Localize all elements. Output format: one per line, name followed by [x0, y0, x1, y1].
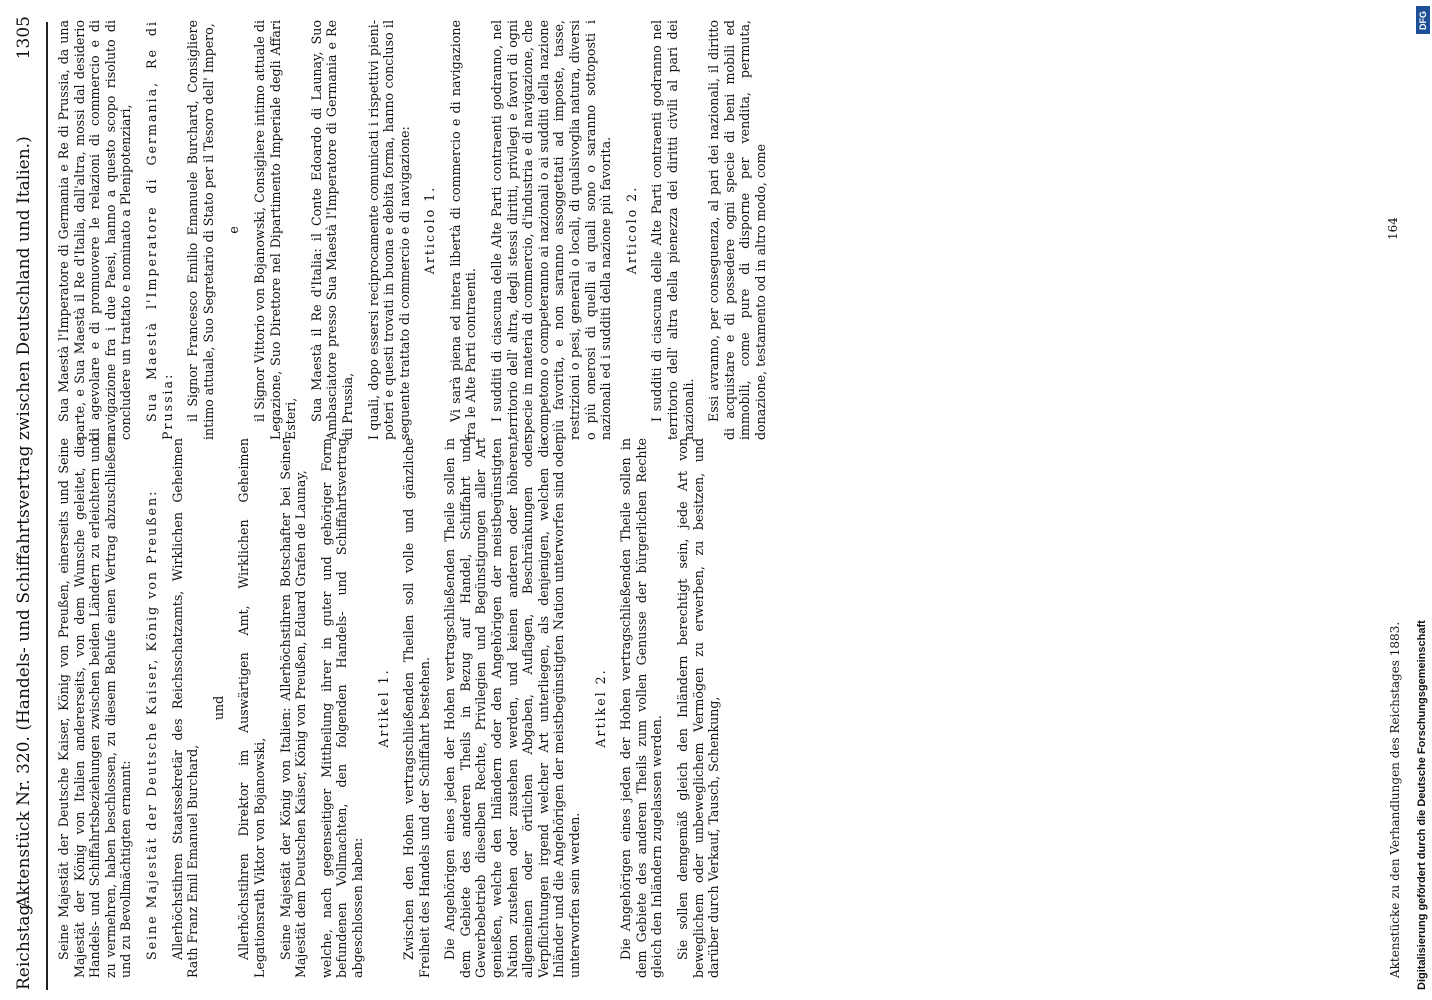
- paragraph: Seine Majestät der Deutsche Kaiser, König von Preußen, einerseits und Seine Majestät der König von Italien andererseits, von dem Wunsche geleitet, die Handels- und Schiffahrtsbeziehungen zwischen beiden Ländern zu erleichtern und zu vermehren, haben beschlossen, zu diesem Behufe einen Vertrag abzuschließen und zu Bevollmächtigten ernannt:: [56, 438, 134, 978]
- header-title: Aktenstück Nr. 320. (Handels- und Schiffahrtsvertrag zwischen Deutschland und Italien.): [14, 136, 34, 908]
- page-number: 1305: [14, 16, 34, 60]
- paragraph: Sua Maestà l'Imperatore di Germania, Re di Prussia:: [143, 20, 175, 440]
- paragraph: I sudditi di ciascuna delle Alte Parti contraenti godranno nel territorio dell' altra della pienezza dei diritti civili al pari dei nazionali.: [649, 20, 696, 440]
- signature-number: 164: [1386, 217, 1400, 240]
- paragraph: I sudditi di ciascuna delle Alte Parti contraenti godranno, nel territorio dell' altra, degli stessi diritti, privilegi e favori di ogni specie in materia di commercio, d'industria e di navigazione, che competono o competeranno ai nazionali o ai sudditi della nazione più favorita, e non saranno assoggettati ad imposte, tasse, restrizioni o pesi, generali o locali, di qualsivoglia natura, diversi o più onerosi di quelli ai quali sono o saranno sottoposti i nazionali ed i sudditi della nazione più favorita.: [489, 20, 614, 440]
- paragraph: il Signor Francesco Emilio Emanuele Burchard, Consigliere intimo attuale, Suo Segretario di Stato per il Tesoro dell' Impero,: [185, 20, 216, 440]
- article-heading: Articolo 1.: [422, 185, 438, 275]
- dfg-logo-text: DFG: [1418, 11, 1428, 30]
- header-left: Reichstag.: [14, 899, 34, 990]
- paragraph: Essi avranno, per conseguenza, al pari dei nazionali, il diritto di acquistare e di possedere ogni specie di beni mobili ed immobili, come pure di disporne per vendita, permuta, donazione, testamento od in altro modo, come: [706, 20, 768, 440]
- dfg-logo: [1416, 6, 1430, 34]
- article-heading: Artikel 1.: [375, 668, 391, 748]
- paragraph: Zwischen den Hohen vertragschließenden Theilen soll volle und gänzliche Freiheit des Handels und der Schiffahrt bestehen.: [401, 438, 432, 978]
- page-header: [8, 0, 42, 1000]
- paragraph: Allerhöchstihren Staatssekretär des Reichsschatzamts, Wirklichen Geheimen Rath Franz Emil Emanuel Burchard,: [169, 438, 201, 978]
- paragraph: Seine Majestät der König von Italien: Allerhöchstihren Botschafter bei Seiner Majestät dem Deutschen Kaiser, König von Preußen, Eduard Grafen de Launay,: [277, 438, 309, 978]
- italian-column: [56, 20, 779, 440]
- paragraph: I quali, dopo essersi reciprocamente comunicati i rispettivi pieni-poteri e questi trovati in buona e debita forma, hanno concluso il seguente trattato di commercio e di navigazione:: [365, 20, 412, 440]
- paragraph: il Signor Vittorio von Bojanowski, Consigliere intimo attuale di Legazione, Suo Direttore nel Dipartimento Imperiale degli Affari Esteri,: [251, 20, 299, 440]
- article-heading: Articolo 2.: [623, 185, 639, 275]
- paragraph: Die Angehörigen eines jeden der Hohen vertragschließenden Theile sollen in dem Gebiete des anderen Theils in Bezug auf Handel, Schiffahrt und Gewerbebetrieb dieselben Rechte, Privilegien und Begünstigungen aller Art genießen, welche den Inländern oder den Angehörigen der meistbegünstigten Nation zustehen oder zustehen werden, und keinen anderen oder höheren, allgemeinen oder örtlichen Abgaben, Auflagen, Beschränkungen oder Verpflichtungen irgend welcher Art unterliegen, als denjenigen, welchen die Inländer und die Angehörigen der meistbegünstigten Nation unterworfen sind oder unterworfen sein werden.: [442, 438, 583, 978]
- paragraph: Die Angehörigen eines jeden der Hohen vertragschließenden Theile sollen in dem Gebiete des anderen Theils zum vollen Genusse der bürgerlichen Rechte gleich den Inländern zugelassen werden.: [618, 438, 665, 978]
- conjunction: e: [226, 226, 242, 234]
- paragraph: welche, nach gegenseitiger Mittheilung ihrer in guter und gehöriger Form befundenen Vollmachten, den folgenden Handels- und Schiffahrtsvertrag abgeschlossen haben:: [318, 438, 365, 978]
- header-rule: [46, 22, 48, 990]
- paragraph: Sua Maestà l'Imperatore di Germania e Re di Prussia, da una parte, e Sua Maestà il Re d'Italia, dall'altra, mossi dal desiderio di agevolare e di promuovere le relazioni di commercio e di navigazione fra i due Paesi, hanno a questo scopo risoluto di concludere un trattato e nominato a Plenipotenziari,: [56, 20, 134, 440]
- article-heading: Artikel 2.: [592, 668, 608, 748]
- paragraph: Vi sarà piena ed intera libertà di commercio e di navigazione fra le Alte Parti contraenti.: [447, 20, 479, 440]
- conjunction: und: [210, 695, 226, 721]
- digitization-credit: Digitalisierung gefördert durch die Deutsche Forschungsgemeinschaft: [1416, 620, 1428, 990]
- german-column: [56, 438, 732, 978]
- paragraph: Sie sollen demgemäß gleich den Inländern berechtigt sein, jede Art von beweglichem oder unbeweglichem Vermögen zu erwerben, zu besitzen, und darüber durch Verkauf, Tausch, Schenkung,: [675, 438, 722, 978]
- paragraph: Allerhöchstihren Direktor im Auswärtigen Amt, Wirklichen Geheimen Legationsrath Viktor von Bojanowski,: [236, 438, 267, 978]
- paragraph: Seine Majestät der Deutsche Kaiser, König von Preußen:: [143, 489, 159, 960]
- footer-note: Aktenstücke zu den Verhandlungen des Reichstages 1883.: [1388, 621, 1402, 978]
- paragraph: Sua Maestà il Re d'Italia: il Conte Edoardo di Launay, Suo Ambasciatore presso Sua Maestà l'Imperatore di Germania e Re di Prussia,: [308, 20, 355, 440]
